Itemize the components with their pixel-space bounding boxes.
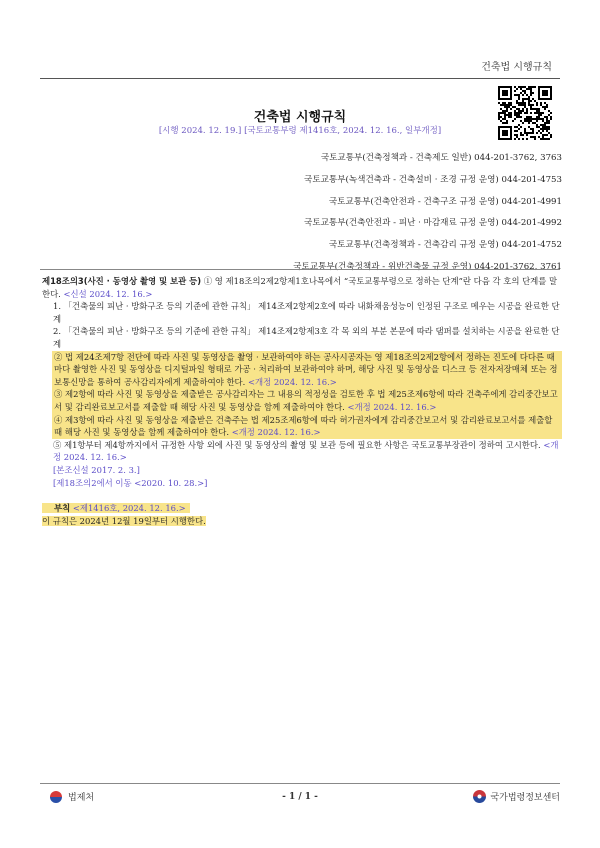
supplementary-tag: <제1416호, 2024. 12. 16.> — [72, 503, 186, 514]
footer-divider — [40, 783, 560, 784]
article-paragraph-1: 제18조의3(사진 · 동영상 촬영 및 보관 등) ① 영 제18조의2제2항제1호나목에서 “국토교통부령으로 정하는 단계”란 다음 각 호의 단계를 말한다. <신설 2024. 12. 16.> — [42, 276, 558, 299]
amendment-tag: <개정 2024. 12. 16.> — [247, 376, 337, 387]
amendment-tag: <신설 2024. 12. 16.> — [63, 288, 153, 299]
contact-line: 국토교통부(건축정책과 - 건축제도 일반) 044-201-3762, 3763 — [320, 153, 562, 163]
page-number: - 1 / 1 - — [282, 792, 318, 802]
law-name-header: 건축법 시행규칙 — [481, 62, 552, 73]
amendment-tag: <개정 2024. 12. 16.> — [347, 401, 437, 412]
history-note: [본조신설 2017. 2. 3.] — [53, 464, 140, 475]
history-note: [제18조의2에서 이동 <2020. 10. 28.>] — [53, 477, 208, 488]
amendment-tag: <개정 2024. 12. 16.> — [53, 439, 559, 463]
enforcement-info: [시행 2024. 12. 19.] [국토교통부령 제1416호, 2024. 12. 16., 일부개정] — [158, 126, 442, 136]
header-divider — [40, 78, 560, 79]
page-title: 건축법 시행규칙 — [253, 110, 347, 125]
contact-line: 국토교통부(건축안전과 - 건축구조 규정 운영) 044-201-4991 — [328, 196, 562, 207]
article-paragraph-2: ② 법 제24조제7항 전단에 따라 사진 및 동영상을 촬영 · 보관하여야 하는 공사시공자는 영 제18조의2제2항에서 정하는 진도에 다다른 때마다 촬영한 사진 및 동영상을 디지털파일 형태로 가공 · 처리하여 보관하여야 하며, 해당 사진 및 동영상을 디스크 등 전자저장매체 또는 정보통신망을 통하여 공사감리자에게 제출하여야 한다. <개정 2024. 12. 16.> — [52, 351, 562, 389]
footer — [40, 788, 560, 808]
article-paragraph-5: ⑤ 제1항부터 제4항까지에서 규정한 사항 외에 사진 및 동영상의 촬영 및 보관 등에 필요한 사항은 국토교통부장관이 정하여 고시한다. <개정 2024. 12. 16.> — [53, 439, 559, 463]
supplementary-title: 부칙 — [54, 503, 71, 514]
article-title: 제18조의3(사진 · 동영상 촬영 및 보관 등) — [42, 276, 202, 286]
article-item-1: 1. 「건축물의 피난 · 방화구조 등의 기준에 관한 규칙」 제14조제2항제2호에 따라 내화채움성능이 인정된 구조로 메우는 시공을 완료한 단계 — [53, 301, 560, 324]
contact-line: 국토교통부(건축정책과 - 건축감리 규정 운영) 044-201-4752 — [328, 240, 562, 251]
supplementary-text: 이 규칙은 2024년 12월 19일부터 시행한다. — [42, 515, 206, 526]
article-body — [42, 275, 562, 527]
supplementary-heading — [42, 502, 562, 515]
contact-line: 국토교통부(녹색건축과 - 건축설비 · 조경 규정 운영) 044-201-4753 — [304, 174, 562, 185]
section-divider — [40, 269, 560, 270]
contact-line: 국토교통부(건축안전과 - 피난 · 마감재료 규정 운영) 044-201-4992 — [304, 218, 562, 229]
qr-code-icon[interactable] — [498, 86, 552, 140]
korea-taegeuk-icon — [473, 790, 486, 803]
contact-list — [293, 148, 562, 279]
amendment-tag: <개정 2024. 12. 16.> — [231, 427, 321, 438]
article-item-2: 2. 「건축물의 피난 · 방화구조 등의 기준에 관한 규칙」 제14조제2항제3호 각 목 외의 부분 본문에 따라 댐퍼를 설치하는 시공을 완료한 단계 — [53, 326, 560, 349]
footer-right-label: 국가법령정보센터 — [490, 793, 560, 803]
contact-line: 국토교통부(건축정책과 - 위반건축물 규정 운영) 044-201-3762, 3761 — [293, 261, 562, 272]
article-paragraph-4: ④ 제3항에 따라 사진 및 동영상을 제출받은 건축주는 법 제25조제6항에 따라 허가권자에게 감리중간보고서 및 감리완료보고서를 제출할 때 해당 사진 및 동영상을 함께 제출하여야 한다. <개정 2024. 12. 16.> — [52, 414, 562, 439]
footer-left-label: 법제처 — [68, 793, 95, 803]
article-paragraph-3: ③ 제2항에 따라 사진 및 동영상을 제출받은 공사감리자는 그 내용의 적정성을 검토한 후 법 제25조제6항에 따라 건축주에게 감리중간보고서 및 감리완료보고서를 제출할 때 해당 사진 및 동영상을 함께 제출하여야 한다. <개정 2024. 12. 16.> — [52, 388, 562, 413]
